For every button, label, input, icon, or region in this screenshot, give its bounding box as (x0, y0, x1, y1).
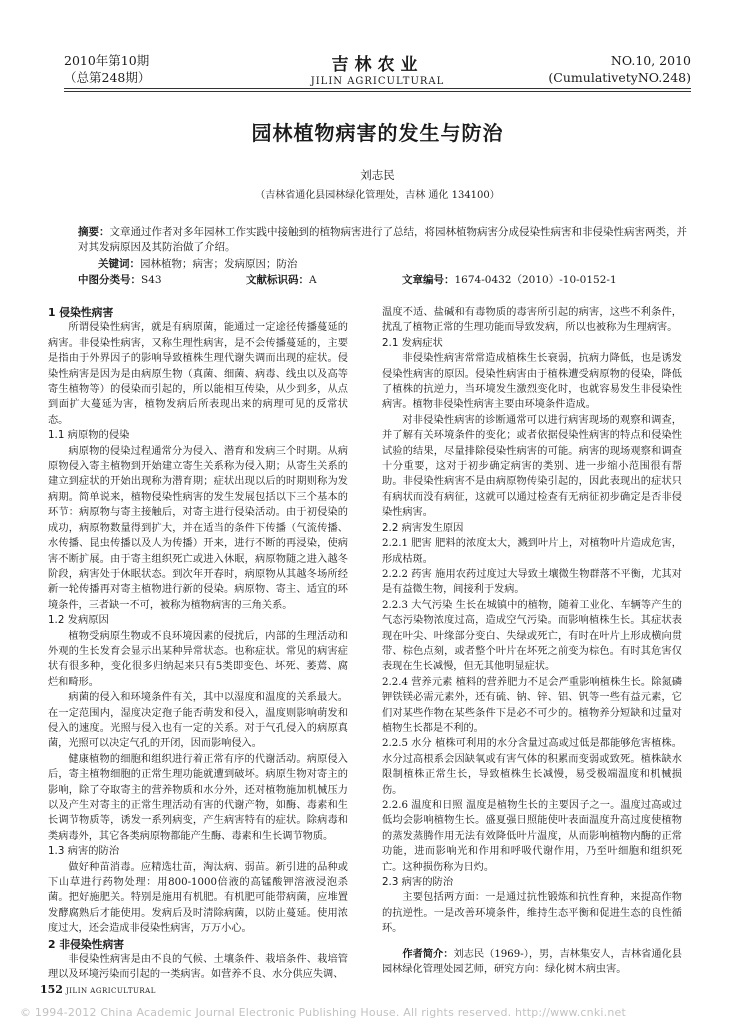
author-bio-label: 作者简介： (402, 948, 454, 960)
doc-code-label: 文献标识码： (246, 274, 309, 286)
subsection-heading: 2.1 发病症状 (382, 336, 443, 349)
article-id (402, 272, 617, 287)
document-code (246, 272, 317, 287)
clc-number (78, 272, 162, 287)
issue-info-en (548, 52, 691, 86)
subsection-heading: 1.2 发病原因 (48, 614, 109, 627)
article-id-value: 1674-0432（2010）-10-0152-1 (454, 274, 617, 286)
keywords-text: 园林植物；病害；发病原因；防治 (140, 258, 298, 270)
paragraph: 温度不适、盐碱和有毒物质的毒害所引起的病害，这些不利条件，扰乱了植物正常的生理功能而导致发病，所以也被称为生理病害。 (382, 307, 682, 334)
spacer (382, 937, 682, 947)
subsection-heading: 1.3 病害的防治 (48, 845, 120, 858)
paragraph: 非侵染性病害常常造成植株生长衰弱，抗病力降低，也是诱发侵染性病害的原因。侵染性病害由于植株遭受病原物的侵染，降低了植株的抗逆力，当环境发生激烈变化时，也就容易发生非侵染性病害。植物非侵染性病害主要由环境条件造成。 (382, 353, 682, 411)
article-title: 园林植物病害的发生与防治 (251, 121, 504, 145)
paragraph: 2.2.3 大气污染 生长在城镇中的植物，随着工业化、车辆等产生的气态污染物浓度过高，造成空气污染。而影响植株生长。其症状表现在叶尖、叶缘部分变白、失绿或死亡，有时在叶片上形成横向贯带、棕色点刻，或者整个叶片在坏死之前变为棕色。有时其危害仅表现在生长减慢，但无其他明显症状。 (382, 599, 682, 673)
paragraph: 所谓侵染性病害，就是有病原菌，能通过一定途径传播蔓延的病害。非侵染性病害，又称生理性病害，是不会传播蔓延的，主要是指由于外界因子的影响导致植株生理代谢失调而出现的症状。侵染性病害是因为是由病原生物（真菌、细菌、病毒、线虫以及高等寄生植物等）的侵染而引起的，所以能相互传染，从少到多，从点到面扩大蔓延为害，植物发病后所表现出来的病理可见的反常状态。 (48, 322, 348, 426)
author-name: 刘志民 (360, 168, 395, 182)
header-rule-thin (64, 91, 691, 92)
subsection-heading: 2.3 病害的防治 (382, 876, 454, 889)
doc-code-value: A (309, 274, 317, 286)
article-id-label: 文章编号： (402, 274, 455, 286)
body-left-column (48, 305, 348, 983)
subsection-heading: 2.2 病害发生原因 (382, 521, 464, 534)
paragraph: 2.2.2 药害 施用农药过度过大导致土壤微生物群落不平衡，尤其对是有益微生物，间接利于发病。 (382, 568, 682, 596)
author-bio-text: 刘志民（1969-），男，吉林集安人，吉林省通化县园林绿化管理处园艺师，研究方向：绿化树木病虫害。 (382, 948, 682, 976)
paragraph: 2.2.6 温度和日照 温度是植物生长的主要因子之一。温度过高或过低均会影响植物生长。盛夏强日照能使叶表面温度升高过度使植物的蒸发蒸腾作用无法有效降低叶片温度，从而影响植物内酶的正常功能，进而影响光和作用和呼吸代谢作用，乃至叶细胞和组织死亡。这种损伤称为日灼。 (382, 800, 682, 873)
clc-label: 中图分类号： (78, 274, 141, 286)
issue-number: 2010年第10期 (64, 53, 150, 68)
journal-name-cn: 吉林农业 (331, 55, 424, 75)
body-right-column (382, 305, 682, 977)
header-rule-thick (64, 88, 691, 89)
issue-number-en: NO.10, 2010 (610, 53, 691, 68)
paragraph: 对非侵染性病害的诊断通常可以进行病害现场的观察和调查，并了解有关环境条件的变化；或者依据侵染性病害的特点和侵染性试验的结果，尽量排除侵染性病害的可能。病害的现场观察和调查十分重要，这对于初步确定病害的类别、进一步缩小范围很有帮助。非侵染性病害不是由病原物传染引起的，因此表现出的症状只有病状而没有病征，这就可以通过检查有无病征初步确定是否非侵染性病害。 (382, 414, 682, 519)
paragraph: 健康植物的细胞和组织进行着正常有序的代谢活动。病原侵入后，寄主植物细胞的正常生理功能就遭到破坏。病原生物对寄主的影响，除了夺取寄主的营养物质和水分外，还对植物施加机械压力以及产生对寄主的正常生理活动有害的代谢产物，如酶、毒素和生长调节物质等，诱发一系列病变，产生病害特有的症状。除病毒和类病毒外，其它各类病原物都能产生酶、毒素和生长调节物质。 (48, 753, 348, 842)
section-heading: 1 侵染性病害 (48, 306, 114, 319)
page-footer (40, 983, 156, 996)
paragraph: 做好种苗消毒。应精选壮苗，淘汰病、弱苗。新引进的品种或下山草进行药物处理：用800-1000倍液的高锰酸钾溶液浸泡杀菌。把好施肥关。特别是施用有机肥。有机肥可能带病菌，应堆置发酵腐熟后才能使用。发病后及时清除病菌，以防止蔓延。使用浓度过大，还会造成非侵染性病害，万万小心。 (48, 861, 348, 935)
journal-name-en: JILIN AGRICULTURAL (310, 76, 445, 87)
author-bio (382, 947, 682, 978)
keywords (98, 256, 298, 271)
paragraph: 主要包括两方面：一是通过抗性锻炼和抗性育种，来提高作物的抗逆性。一是改善环境条件，维持生态平衡和促进生态的良性循环。 (382, 892, 682, 935)
paragraph: 2.2.4 营养元素 植料的营养肥力不足会严重影响植株生长。除氮磷钾铁镁必需元素外，还有硫、钠、锌、铝、钒等一些有益元素，它们对某些作物在某些条件下是必不可少的。植物养分短缺和过量对植物生长都是不利的。 (382, 676, 682, 734)
subsection-heading: 1.1 病原物的侵染 (48, 429, 130, 442)
footer-journal: JILIN AGRICULTURAL (65, 987, 156, 995)
paragraph: 植物受病原生物或不良环境因素的侵扰后，内部的生理活动和外观的生长发育会显示出某种异常状态。也称症状。常见的病害症状有很多种，变化很多归纳起来只有5类即变色、坏死、萎蔫、腐烂和畸形。 (48, 630, 348, 688)
copyright-watermark: © 1994-2012 China Academic Journal Electronic Publishing House. All rights reserved. http://www.cnki.net (20, 1006, 626, 1019)
clc-value: S43 (141, 274, 162, 286)
section-heading: 2 非侵染性病害 (48, 937, 125, 951)
abstract-label: 摘要： (78, 226, 110, 238)
abstract-text: 文章通过作者对多年园林工作实践中接触到的植物病害进行了总结，将园林植物病害分成侵染性病害和非侵染性病害两类，并对其发病原因及其防治做了介绍。 (78, 226, 687, 253)
paragraph: 2.2.5 水分 植株可利用的水分含量过高或过低是都能够危害植株。水分过高根系会因缺氧或有害气体的积累而变弱或致死。植株缺水限制植株正常生长，导致植株生长减慢，易受极端温度和机械损伤。 (382, 738, 682, 796)
paragraph: 2.2.1 肥害 肥料的浓度太大，溅到叶片上，对植物叶片造成危害，形成枯斑。 (382, 538, 682, 565)
keywords-label: 关键词： (98, 258, 140, 270)
abstract (78, 225, 688, 255)
author-affiliation: （吉林省通化县园林绿化管理处，吉林 通化 134100） (255, 190, 500, 201)
paragraph: 病原物的侵染过程通常分为侵入、潜育和发病三个时期。从病原物侵入寄主植物到开始建立寄生关系称为侵入期；从寄生关系的建立到症状的开始出现称为潜育期；症状出现以后的时期则称为发病期。简单说来，植物侵染性病害的发生发展包括以下三个基本的环节：病原物与寄主接触后，对寄主进行侵染活动。由于初侵染的成功，病原物数量得到扩大，并在适当的条件下传播（气流传播、水传播、昆虫传播以及人为传播）开来，进行不断的再浸染，使病害不断扩展。由于寄主组织死亡或进入休眠，病原物随之进入越冬阶段，病害处于休眠状态。到次年开春时，病原物从其越冬场所经新一轮传播再对寄主植物进行新的侵染。病原物、寄主、适宜的环境条件，三者缺一不可，被称为植物病害的三角关系。 (48, 445, 348, 611)
paragraph: 病菌的侵入和环境条件有关，其中以湿度和温度的关系最大。在一定范围内，湿度决定孢子能否萌发和侵入，温度则影响萌发和侵入的速度。光照与侵入也有一定的关系。对于气孔侵入的病原真菌，光照可以决定气孔的开闭，因而影响侵入。 (48, 692, 348, 750)
cumulative-issue-en: (CumulativetyNO.248) (548, 70, 691, 85)
cumulative-issue: （总第248期） (64, 70, 151, 85)
page-number: 152 (40, 983, 63, 996)
paragraph: 非侵染性病害是由不良的气候、土壤条件、栽培条件、栽培管理以及环境污染而引起的一类病害。如营养不良、水分供应失调、 (48, 954, 348, 981)
